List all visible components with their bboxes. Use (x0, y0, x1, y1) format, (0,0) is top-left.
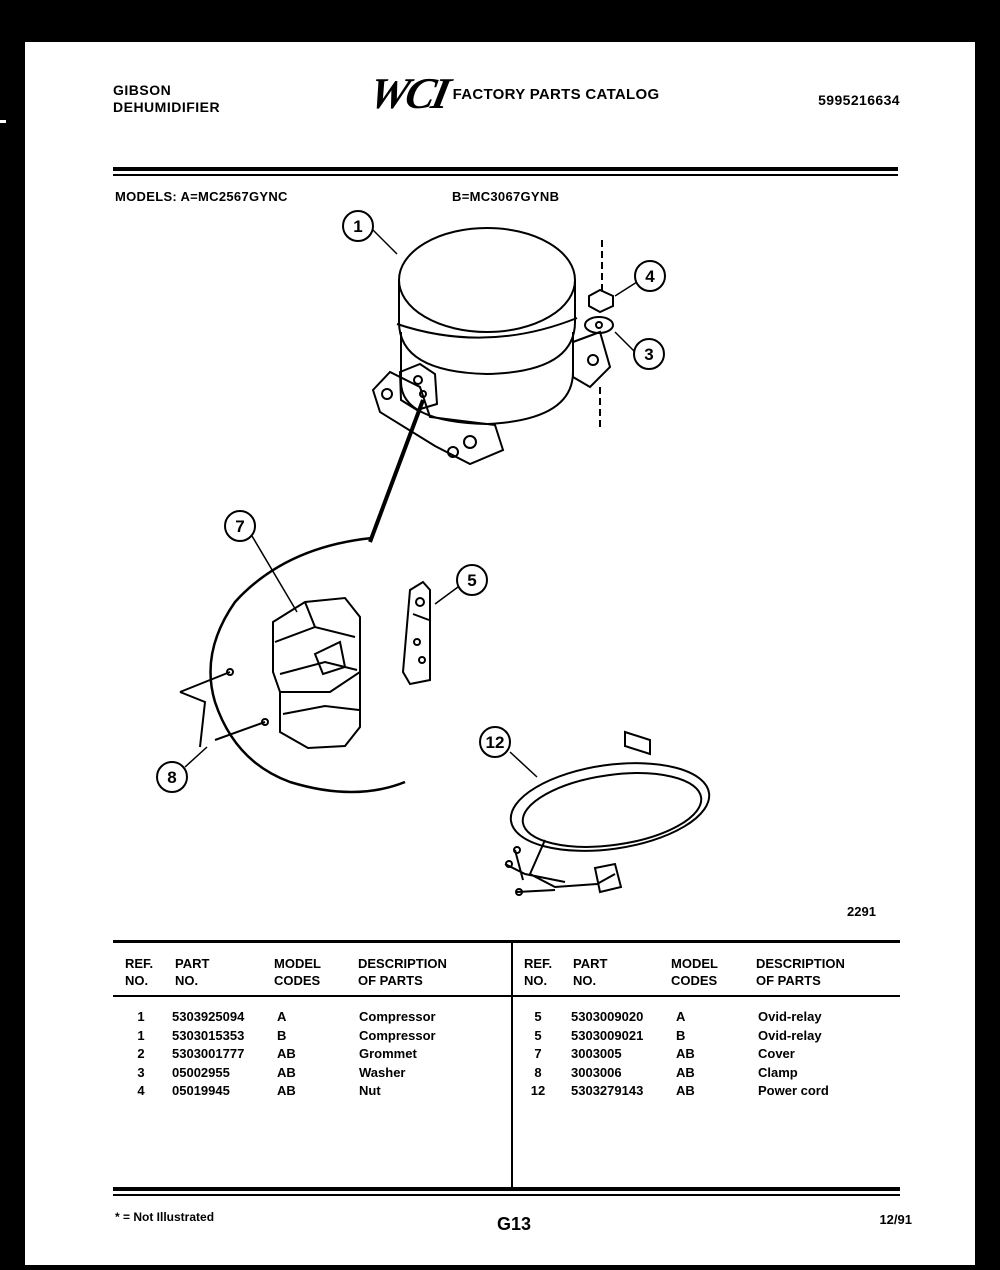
callout-number: 8 (167, 768, 177, 787)
table-cell: AB (676, 1083, 695, 1098)
table-cell: 5303279143 (571, 1083, 644, 1098)
table-cell: 05002955 (172, 1064, 230, 1080)
right-model-column (676, 1008, 695, 1101)
catalog-number: 5995216634 (818, 92, 900, 108)
table-cell: B (676, 1027, 686, 1043)
table-cell: 5303009021 (571, 1027, 644, 1043)
scan-speck (0, 120, 6, 123)
callout-number: 12 (485, 733, 505, 752)
catalog-page (25, 42, 975, 1265)
table-cell: 2 (137, 1046, 145, 1061)
table-cell: 12 (530, 1083, 546, 1098)
compressor-dome-top (399, 228, 575, 332)
callout-number: 4 (645, 267, 655, 286)
table-cell: Cover (758, 1046, 795, 1061)
footnote: * = Not Illustrated (115, 1210, 215, 1224)
model-b-label: B=MC3067GYNB (452, 189, 560, 204)
table-cell: A (277, 1009, 287, 1024)
left-part-column (172, 1008, 244, 1101)
table-cell: B (277, 1027, 287, 1043)
product-name: DEHUMIDIFIER (113, 99, 221, 115)
table-cell: AB (277, 1046, 296, 1061)
table-column-divider (511, 942, 513, 1187)
table-cell: 7 (534, 1046, 542, 1061)
table-cell: 1 (137, 1027, 145, 1043)
callout-number: 3 (644, 345, 654, 364)
ovid-relay (403, 582, 430, 684)
catalog-title: FACTORY PARTS CATALOG (452, 85, 660, 103)
table-cell: 5303001777 (172, 1046, 245, 1061)
header-model-codes: MODEL CODES (671, 956, 718, 988)
header-part-no: PART NO. (175, 956, 210, 988)
table-top-rule (113, 940, 900, 943)
table-cell: Compressor (359, 1009, 436, 1024)
table-cell: 5303009020 (571, 1009, 644, 1024)
table-cell: 3003005 (571, 1046, 622, 1061)
right-ref-column (527, 1008, 549, 1101)
table-cell: 5303925094 (172, 1009, 245, 1024)
brand-name: GIBSON (113, 82, 172, 98)
callout-number: 7 (235, 517, 245, 536)
table-cell: Ovid-relay (758, 1027, 822, 1043)
table-cell: AB (676, 1046, 695, 1061)
figure-number: 2291 (847, 904, 876, 919)
header-part-no: PART NO. (573, 956, 608, 988)
table-cell: A (676, 1009, 686, 1024)
compressor-base-plate (373, 372, 503, 464)
table-cell: AB (676, 1064, 695, 1080)
table-cell: Compressor (359, 1027, 436, 1043)
table-cell: 3 (137, 1064, 145, 1080)
table-cell: AB (277, 1064, 296, 1080)
table-header-rule (113, 995, 900, 997)
table-cell: 1 (137, 1009, 145, 1024)
exploded-parts-diagram (25, 42, 975, 942)
table-cell: 5 (534, 1027, 542, 1043)
table-cell: Grommet (359, 1046, 417, 1061)
table-cell: 5303015353 (172, 1027, 245, 1043)
table-cell: Ovid-relay (758, 1009, 822, 1024)
compressor-base-foot (573, 332, 610, 387)
header-description: DESCRIPTION OF PARTS (756, 956, 845, 988)
header-ref-no: REF. NO. (125, 956, 154, 988)
header-ref-no: REF. NO. (524, 956, 553, 988)
nut-part (589, 290, 613, 312)
callout-number: 1 (353, 217, 363, 236)
table-cell: Washer (359, 1064, 406, 1080)
left-desc-column (359, 1008, 436, 1101)
page-code: G13 (497, 1214, 532, 1234)
relay-cover (273, 598, 360, 692)
table-cell: 5 (534, 1009, 542, 1024)
left-model-column (277, 1008, 296, 1101)
table-bottom-rule-thin (113, 1194, 900, 1196)
callout-number: 5 (467, 571, 477, 590)
detail-circle (211, 538, 406, 792)
table-cell: Nut (359, 1083, 381, 1098)
table-cell: 4 (137, 1083, 145, 1098)
right-desc-column (758, 1008, 829, 1101)
clamp-wire (180, 672, 265, 747)
wci-logo: WCI (364, 69, 452, 118)
washer-part (585, 317, 613, 333)
table-cell: 3003006 (571, 1064, 622, 1080)
table-cell: 8 (534, 1064, 542, 1080)
table-cell: Clamp (758, 1064, 798, 1080)
header-model-codes: MODEL CODES (274, 956, 321, 988)
compressor-seam (397, 318, 577, 338)
table-cell: Power cord (758, 1083, 829, 1098)
right-part-column (571, 1008, 643, 1101)
table-cell: AB (277, 1083, 296, 1098)
model-a-label: MODELS: A=MC2567GYNC (115, 189, 288, 204)
header-description: DESCRIPTION OF PARTS (358, 956, 447, 988)
revision-date: 12/91 (879, 1212, 912, 1227)
table-bottom-rule (113, 1187, 900, 1191)
table-cell: 05019945 (172, 1083, 230, 1098)
left-ref-column (133, 1008, 149, 1101)
